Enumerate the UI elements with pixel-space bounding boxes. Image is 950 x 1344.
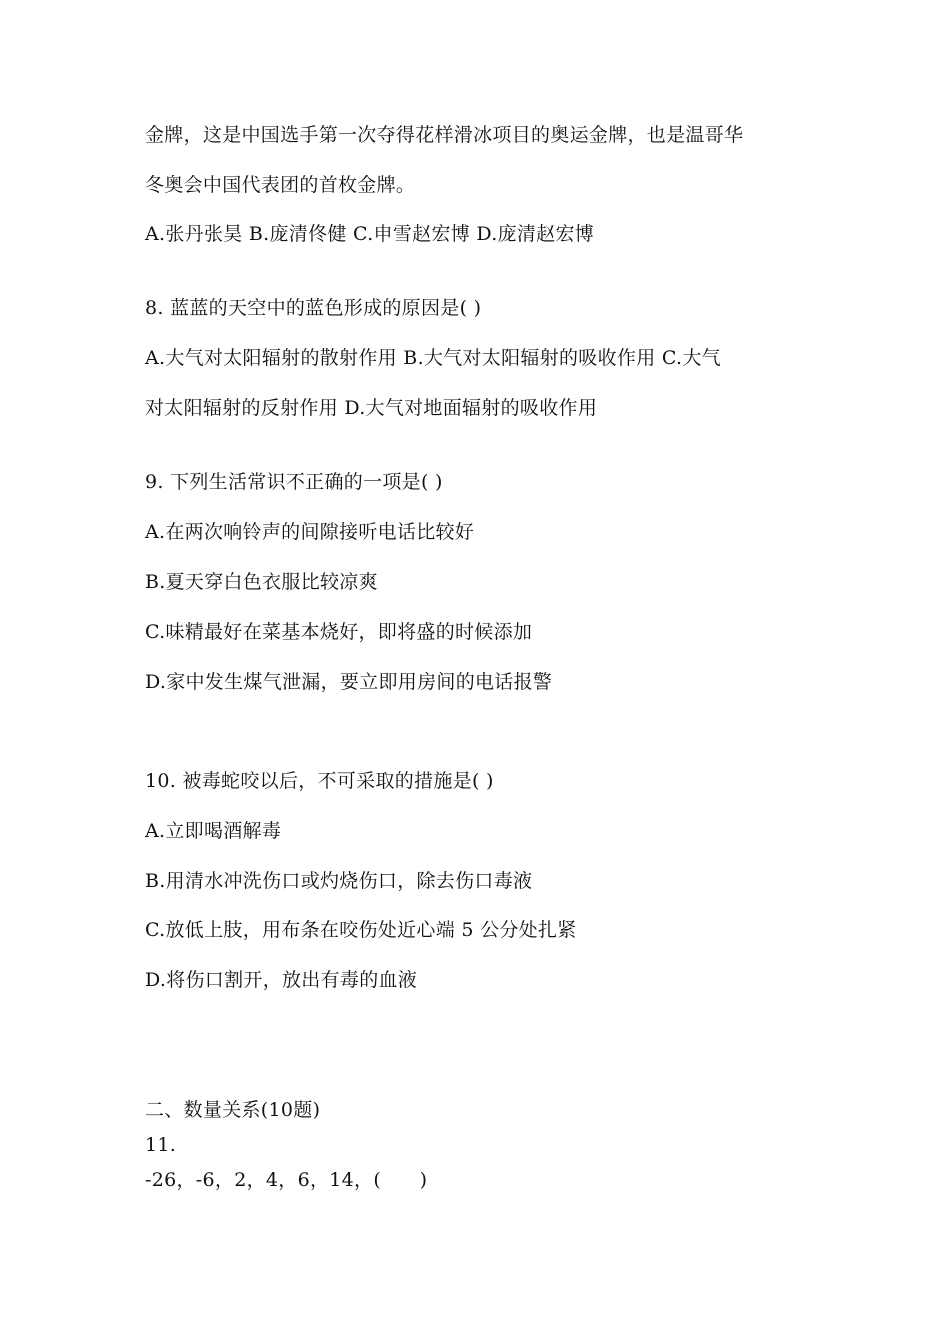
q11-sequence: -26，-6，2，4，6，14，( ) bbox=[145, 1169, 428, 1191]
q10-option-d: D.将伤口割开，放出有毒的血液 bbox=[145, 969, 418, 991]
q9-option-c: C.味精最好在菜基本烧好，即将盛的时候添加 bbox=[145, 621, 533, 643]
q10-option-a: A.立即喝酒解毒 bbox=[145, 820, 282, 842]
q9-option-b: B.夏天穿白色衣服比较凉爽 bbox=[145, 571, 378, 593]
q8-stem: 8. 蓝蓝的天空中的蓝色形成的原因是( ) bbox=[145, 297, 482, 319]
q8-options-line-1: A.大气对太阳辐射的散射作用 B.大气对太阳辐射的吸收作用 C.大气 bbox=[145, 347, 721, 369]
q10-option-c: C.放低上肢，用布条在咬伤处近心端 5 公分处扎紧 bbox=[145, 919, 577, 941]
q9-option-d: D.家中发生煤气泄漏，要立即用房间的电话报警 bbox=[145, 671, 553, 693]
q7-options: A.张丹张昊 B.庞清佟健 C.申雪赵宏博 D.庞清赵宏博 bbox=[145, 223, 595, 245]
section-heading: 二、数量关系(10题) bbox=[145, 1099, 321, 1121]
q8-options-line-2: 对太阳辐射的反射作用 D.大气对地面辐射的吸收作用 bbox=[145, 397, 598, 419]
q11-number: 11. bbox=[145, 1134, 177, 1156]
q9-option-a: A.在两次响铃声的间隙接听电话比较好 bbox=[145, 521, 475, 543]
q7-text-line-2: 冬奥会中国代表团的首枚金牌。 bbox=[145, 174, 416, 196]
q7-text-line-1: 金牌，这是中国选手第一次夺得花样滑冰项目的奥运金牌，也是温哥华 bbox=[145, 124, 744, 146]
q10-option-b: B.用清水冲洗伤口或灼烧伤口，除去伤口毒液 bbox=[145, 870, 533, 892]
q9-stem: 9. 下列生活常识不正确的一项是( ) bbox=[145, 471, 443, 493]
q10-stem: 10. 被毒蛇咬以后，不可采取的措施是( ) bbox=[145, 770, 494, 792]
